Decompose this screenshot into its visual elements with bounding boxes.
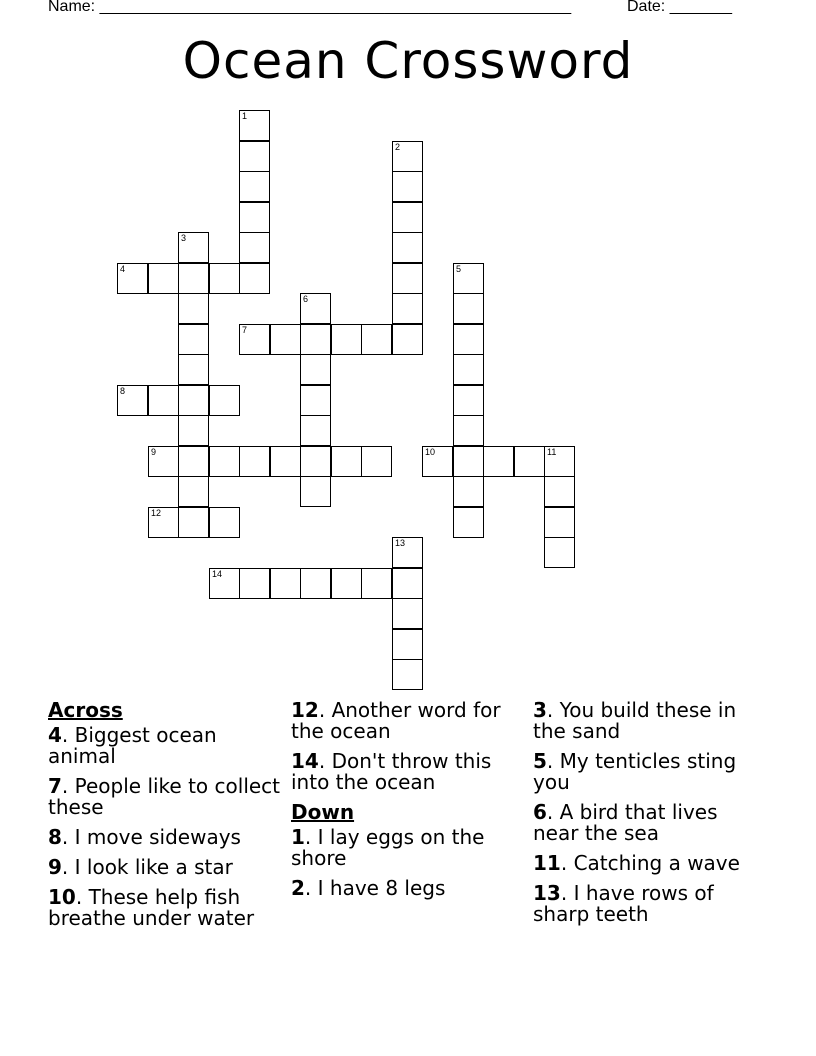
crossword-cell: [239, 263, 270, 294]
clue-across-4: 4. Biggest ocean animal: [48, 723, 217, 768]
cell-number: 5: [456, 264, 462, 274]
clue-down-1: 1. I lay eggs on the shore: [291, 825, 485, 870]
cell-number: 3: [181, 233, 187, 243]
crossword-cell: [544, 476, 575, 507]
clue-across-14: 14. Don't throw this into the ocean: [291, 749, 492, 794]
crossword-cell: [148, 263, 179, 294]
cell-number: 2: [395, 142, 401, 152]
cell-number: 1: [242, 111, 248, 121]
crossword-cell: [239, 446, 270, 477]
crossword-cell: [270, 324, 301, 355]
crossword-cell: [178, 324, 209, 355]
crossword-cell: [544, 446, 575, 477]
crossword-cell: [514, 446, 545, 477]
crossword-cell: [453, 446, 484, 477]
down-heading: Down: [291, 800, 355, 824]
clue-down-11: 11. Catching a wave: [533, 851, 740, 875]
crossword-cell: [239, 568, 270, 599]
crossword-cell: [239, 324, 270, 355]
cell-number: 7: [242, 325, 248, 335]
crossword-cell: [148, 446, 179, 477]
cell-number: 8: [120, 386, 126, 396]
crossword-cell: [300, 415, 331, 446]
crossword-cell: [209, 568, 240, 599]
clues-column-2: [291, 700, 527, 908]
crossword-cell: [392, 141, 423, 172]
crossword-cell: [361, 446, 392, 477]
clue-across-12: 12. Another word for the ocean: [291, 698, 501, 743]
crossword-cell: [209, 507, 240, 538]
crossword-cell: [331, 324, 362, 355]
crossword-cell: [483, 446, 514, 477]
date-field-label: Date: _______: [627, 0, 732, 15]
crossword-cell: [178, 385, 209, 416]
crossword-cell: [544, 507, 575, 538]
clues-column-3: [533, 700, 769, 934]
clue-down-2: 2. I have 8 legs: [291, 876, 446, 900]
crossword-cell: [453, 263, 484, 294]
cell-number: 6: [303, 294, 309, 304]
crossword-cell: [117, 385, 148, 416]
crossword-cell: [239, 141, 270, 172]
crossword-cell: [300, 476, 331, 507]
crossword-cell: [331, 568, 362, 599]
cell-number: 9: [151, 447, 157, 457]
crossword-cell: [178, 293, 209, 324]
crossword-cell: [453, 293, 484, 324]
crossword-cell: [178, 354, 209, 385]
crossword-cell: [300, 324, 331, 355]
crossword-cell: [392, 629, 423, 660]
crossword-cell: [239, 202, 270, 233]
cell-number: 14: [212, 569, 223, 579]
crossword-cell: [300, 293, 331, 324]
clue-down-6: 6. A bird that lives near the sea: [533, 800, 718, 845]
clues-column-1: [48, 700, 284, 938]
name-field-label: Name: _____________________________________________________: [48, 0, 572, 15]
crossword-cell: [392, 171, 423, 202]
crossword-cell: [392, 202, 423, 233]
across-heading: Across: [48, 698, 123, 722]
crossword-cell: [148, 507, 179, 538]
crossword-cell: [300, 385, 331, 416]
crossword-cell: [300, 354, 331, 385]
crossword-cell: [300, 446, 331, 477]
crossword-cell: [300, 568, 331, 599]
page-title: Ocean Crossword: [182, 32, 634, 90]
crossword-cell: [392, 598, 423, 629]
crossword-cell: [178, 476, 209, 507]
cell-number: 11: [547, 447, 557, 457]
crossword-cell: [239, 171, 270, 202]
clue-across-8: 8. I move sideways: [48, 825, 241, 849]
crossword-cell: [209, 263, 240, 294]
crossword-cell: [453, 324, 484, 355]
crossword-cell: [117, 263, 148, 294]
cell-number: 4: [120, 264, 126, 274]
crossword-cell: [239, 232, 270, 263]
clue-across-7: 7. People like to collect these: [48, 774, 281, 819]
clue-down-5: 5. My tenticles sting you: [533, 749, 737, 794]
clue-across-10: 10. These help fish breathe under water: [48, 885, 255, 930]
crossword-cell: [392, 568, 423, 599]
crossword-cell: [178, 415, 209, 446]
crossword-cell: [178, 446, 209, 477]
crossword-cell: [392, 324, 423, 355]
cell-number: 13: [395, 538, 406, 548]
crossword-cell: [544, 537, 575, 568]
clue-across-9: 9. I look like a star: [48, 855, 233, 879]
crossword-cell: [209, 446, 240, 477]
crossword-cell: [392, 537, 423, 568]
crossword-cell: [453, 354, 484, 385]
crossword-cell: [209, 385, 240, 416]
crossword-cell: [453, 385, 484, 416]
crossword-cell: [270, 446, 301, 477]
crossword-cell: [361, 324, 392, 355]
cell-number: 10: [425, 447, 436, 457]
crossword-cell: [392, 232, 423, 263]
crossword-cell: [453, 476, 484, 507]
crossword-cell: [453, 507, 484, 538]
crossword-cell: [239, 110, 270, 141]
crossword-cell: [453, 415, 484, 446]
crossword-cell: [148, 385, 179, 416]
crossword-cell: [178, 507, 209, 538]
clue-down-13: 13. I have rows of sharp teeth: [533, 881, 714, 926]
cell-number: 12: [151, 508, 162, 518]
crossword-cell: [178, 263, 209, 294]
crossword-cell: [361, 568, 392, 599]
clue-down-3: 3. You build these in the sand: [533, 698, 737, 743]
crossword-cell: [392, 263, 423, 294]
crossword-cell: [422, 446, 453, 477]
crossword-cell: [270, 568, 301, 599]
crossword-cell: [331, 446, 362, 477]
crossword-cell: [178, 232, 209, 263]
crossword-cell: [392, 659, 423, 690]
crossword-cell: [392, 293, 423, 324]
